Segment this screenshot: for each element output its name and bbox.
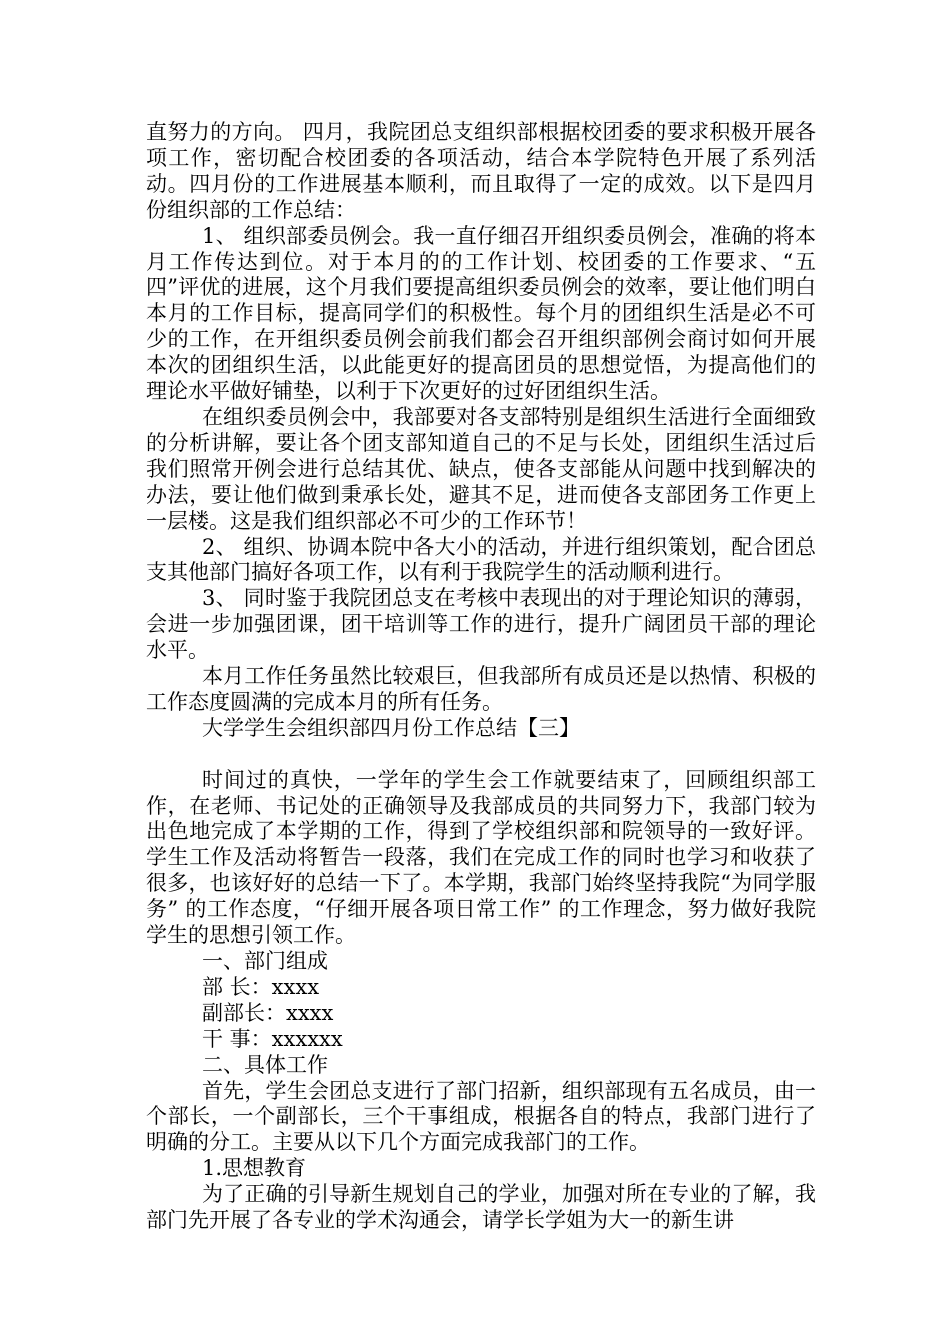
paragraph: 本月工作任务虽然比较艰巨，但我部所有成员还是以热情、积极的工作态度圆满的完成本月的所有任务。 — [146, 664, 816, 714]
paragraph: 首先，学生会团总支进行了部门招新，组织部现有五名成员，由一个部长，一个副部长，三个干事组成，根据各自的特点，我部门进行了明确的分工。主要从以下几个方面完成我部门的工作。 — [146, 1078, 816, 1155]
paragraph: 3、 同时鉴于我院团总支在考核中表现出的对于理论知识的薄弱，会进一步加强团课，团干培训等工作的进行，提升广阔团员干部的理论水平。 — [146, 586, 816, 663]
paragraph: 在组织委员例会中，我部要对各支部特别是组织生活进行全面细致的分析讲解，要让各个团支部知道自己的不足与长处，团组织生活过后我们照常开例会进行总结其优、缺点，使各支部能从问题中找到解决的办法，要让他们做到秉承长处，避其不足，进而使各支部团务工作更上一层楼。这是我们组织部必不可少的工作环节！ — [146, 404, 816, 533]
section-heading: 大学学生会组织部四月份工作总结【三】 — [202, 715, 580, 740]
paragraph: 1、 组织部委员例会。我一直仔细召开组织委员例会，准确的将本月工作传达到位。对于本月的的工作计划、校团委的工作要求、“五四”评优的进展，这个月我们要提高组织委员例会的效率，要让他们明白本月的工作目标，提高同学们的积极性。每个月的团组织生活是必不可少的工作，在开组织委员例会前我们都会召开组织部例会商讨如何开展本次的团组织生活，以此能更好的提高团员的思想觉悟，为提高他们的理论水平做好铺垫，以利于下次更好的过好团组织生活。 — [146, 223, 816, 404]
list-item: 部 长：xxxx — [202, 974, 320, 999]
paragraph: 2、 组织、协调本院中各大小的活动，并进行组织策划，配合团总支其他部门搞好各项工作，以有利于我院学生的活动顺利进行。 — [146, 534, 816, 585]
subheading: 二、具体工作 — [202, 1052, 328, 1077]
paragraph: 为了正确的引导新生规划自己的学业，加强对所在专业的了解，我部门先开展了各专业的学术沟通会，请学长学姐为大一的新生讲 — [146, 1182, 816, 1233]
list-item: 干 事：xxxxxx — [202, 1026, 343, 1051]
subheading: 1.思想教育 — [202, 1156, 307, 1181]
subheading: 一、部门组成 — [202, 948, 328, 973]
document-body — [146, 120, 816, 1234]
paragraph: 时间过的真快，一学年的学生会工作就要结束了，回顾组织部工作，在老师、书记处的正确领导及我部成员的共同努力下，我部门较为出色地完成了本学期的工作，得到了学校组织部和院领导的一致好评。学生工作及活动将暂告一段落，我们在完成工作的同时也学习和收获了很多，也该好好的总结一下了。本学期，我部门始终坚持我院“为同学服务” 的工作态度，“仔细开展各项日常工作” 的工作理念，努力做好我院学生的思想引领工作。 — [146, 767, 816, 948]
blank-line — [146, 742, 816, 768]
paragraph: 直努力的方向。 四月，我院团总支组织部根据校团委的要求积极开展各项工作，密切配合校团委的各项活动，结合本学院特色开展了系列活动。四月份的工作进展基本顺利，而且取得了一定的成效。以下是四月份组织部的工作总结： — [146, 120, 816, 222]
list-item: 副部长：xxxx — [202, 1000, 334, 1025]
